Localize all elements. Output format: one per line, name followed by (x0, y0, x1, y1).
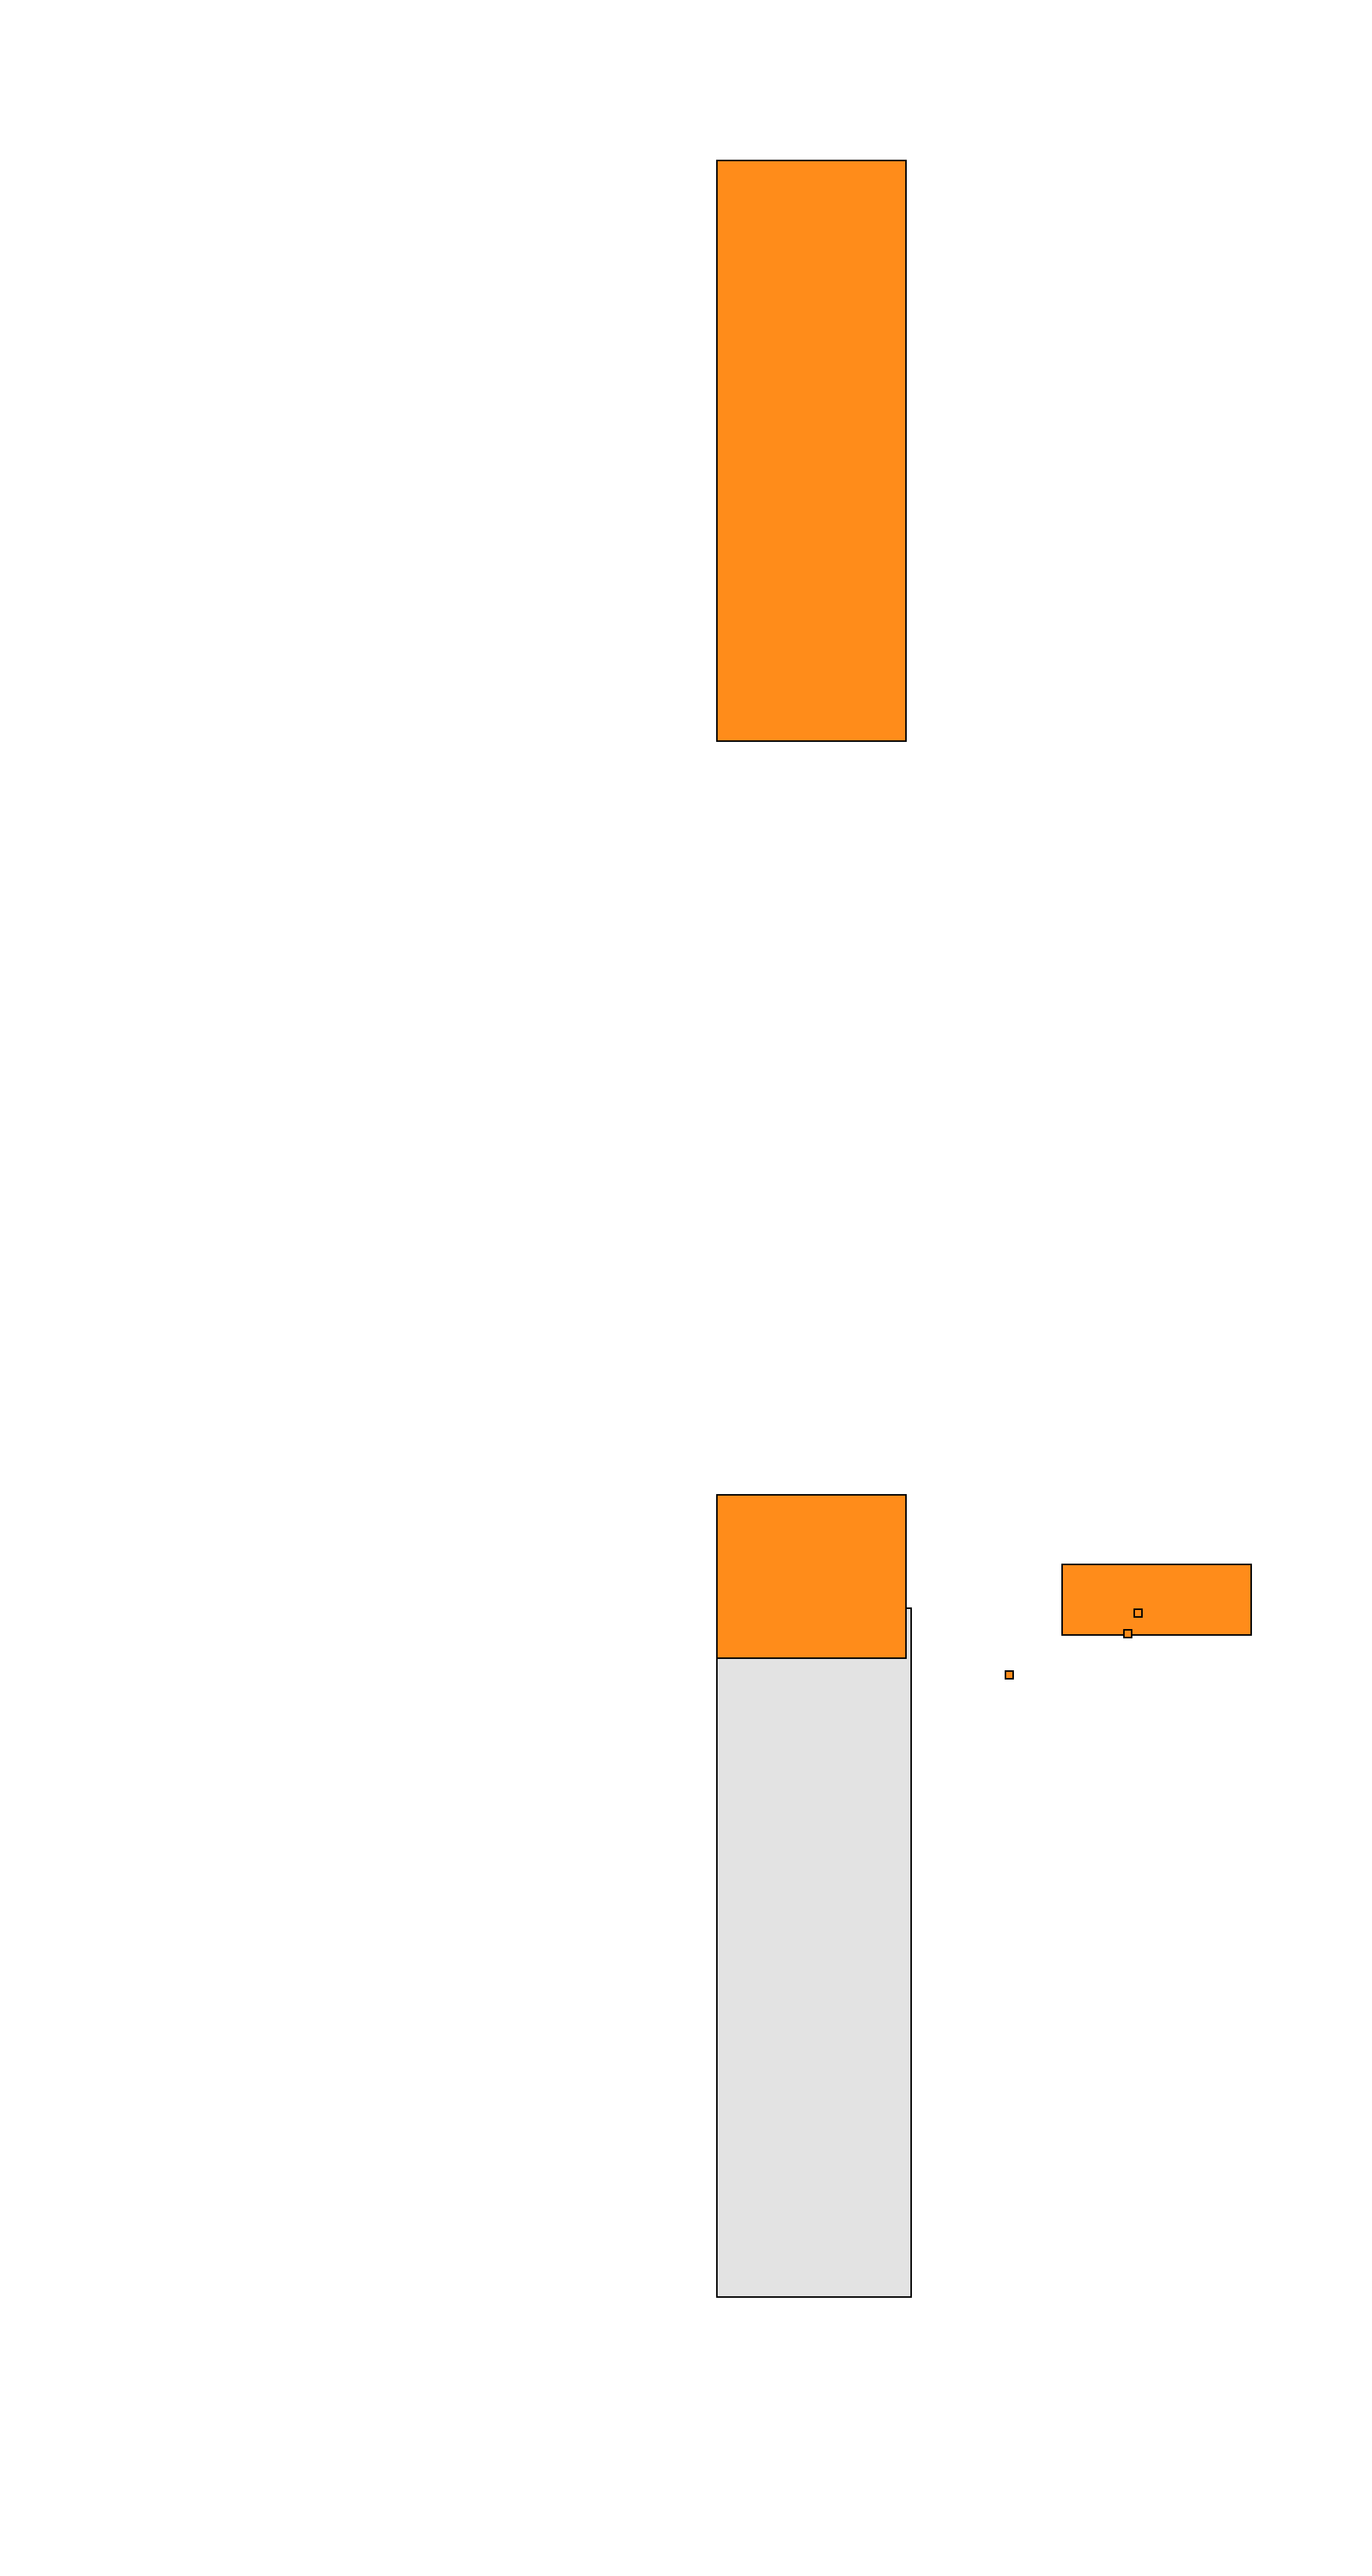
cell-h (716, 1607, 912, 2298)
li-block (1005, 1670, 1014, 1680)
cell-li-real (1061, 1564, 1252, 1636)
lithium-aluminium-hydride (1133, 1608, 1143, 1618)
cell-li (716, 160, 907, 742)
s9 (1123, 1629, 1132, 1638)
cell-lithium (716, 1494, 907, 1659)
